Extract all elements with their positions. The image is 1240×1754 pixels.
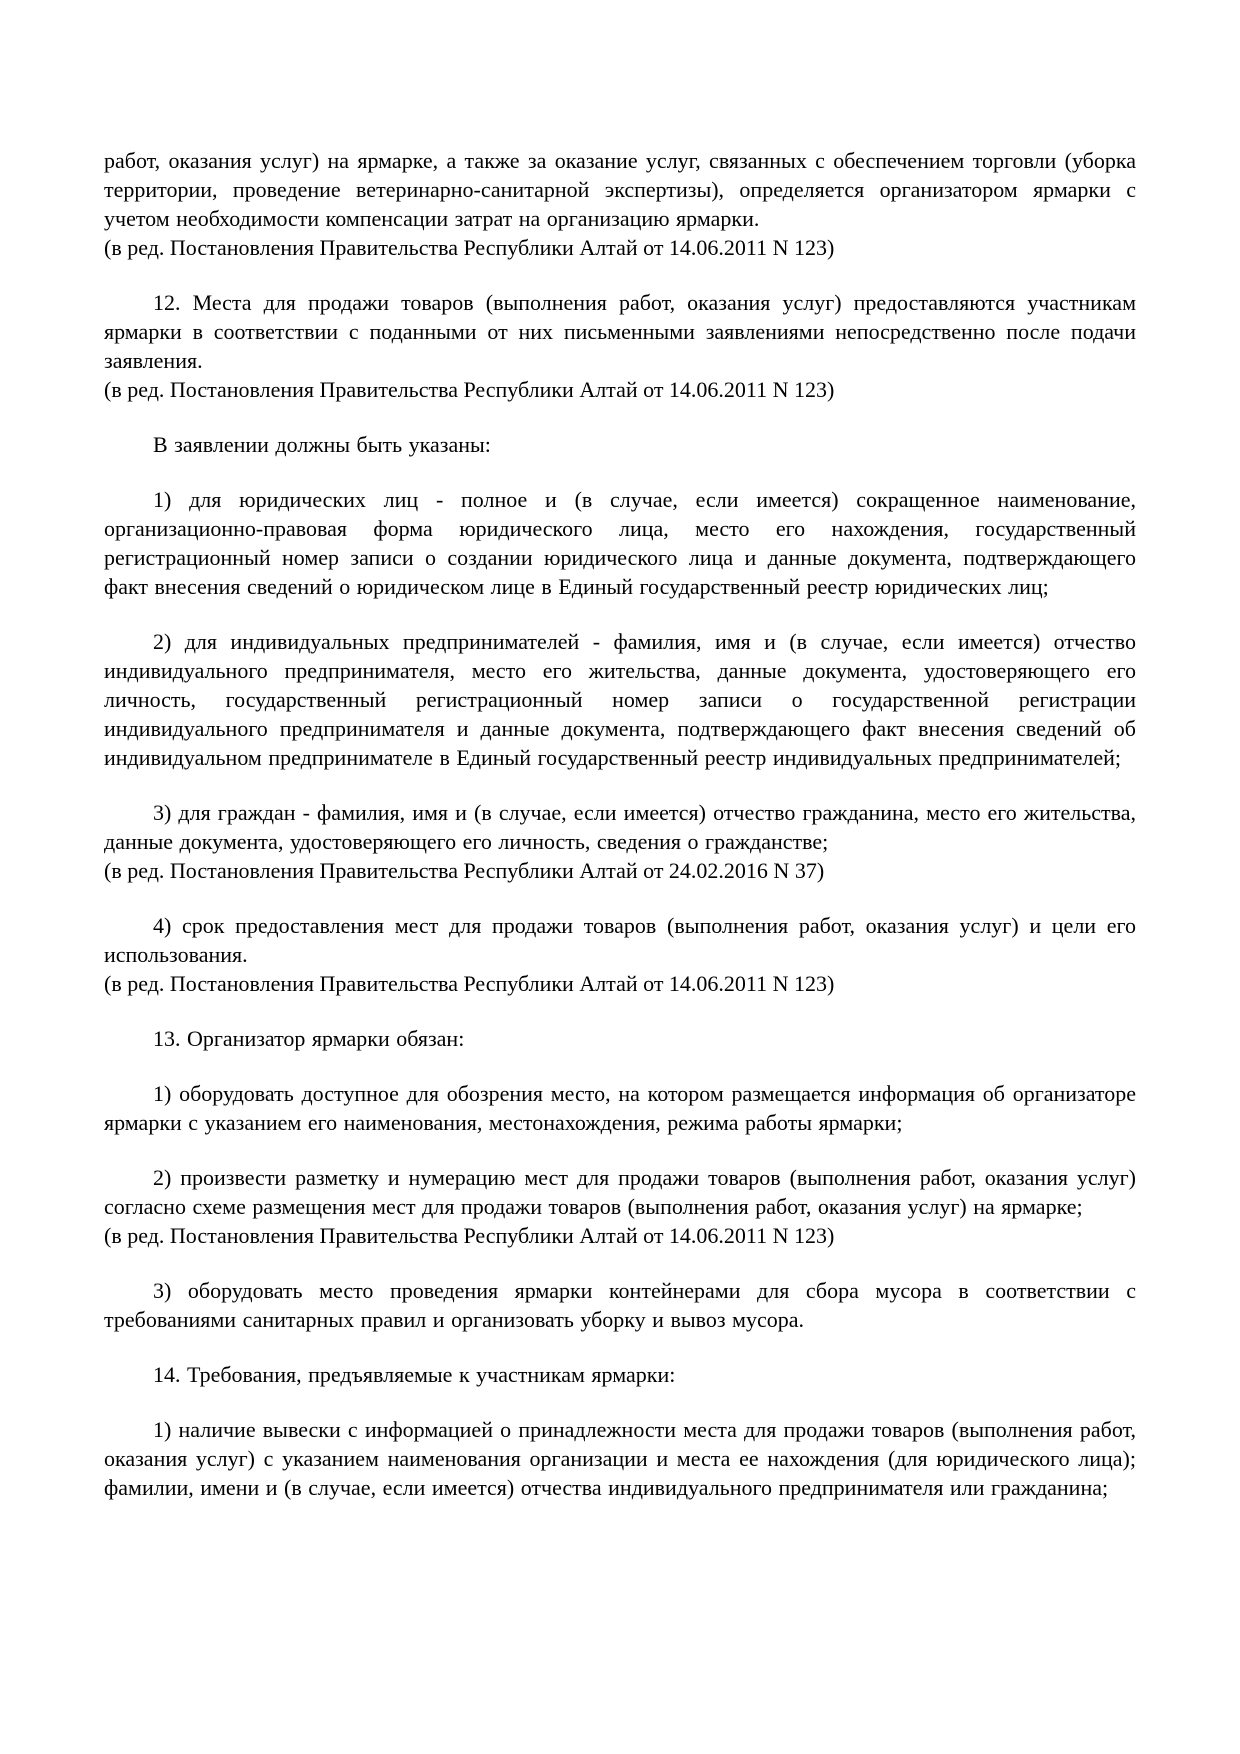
amendment-note: (в ред. Постановления Правительства Республики Алтай от 14.06.2011 N 123) [104,1223,835,1248]
paragraph-block-application-item-4 [104,911,1136,998]
paragraph-text: 2) для индивидуальных предпринимателей - фамилия, имя и (в случае, если имеется) отчество индивидуального предпринимателя, место его жительства, данные документа, удостоверяющего его личность, государственный регистрационный номер записи о государственной регистрации индивидуального предпринимателя и данные документа, подтверждающего факт внесения сведений об индивидуальном предпринимателе в Единый государственный реестр индивидуальных предпринимателей; [104,629,1136,770]
paragraph-block-organizer-item-1 [104,1079,1136,1137]
amendment-note: (в ред. Постановления Правительства Республики Алтай от 24.02.2016 N 37) [104,858,825,883]
amendment-note: (в ред. Постановления Правительства Республики Алтай от 14.06.2011 N 123) [104,235,835,260]
paragraph-block-application-item-3 [104,798,1136,885]
paragraph-text: 3) оборудовать место проведения ярмарки контейнерами для сбора мусора в соответствии с требованиями санитарных правил и организовать уборку и вывоз мусора. [104,1278,1136,1332]
paragraph-block-application-item-1 [104,485,1136,601]
amendment-note: (в ред. Постановления Правительства Республики Алтай от 14.06.2011 N 123) [104,971,835,996]
paragraph-text: 3) для граждан - фамилия, имя и (в случае, если имеется) отчество гражданина, место его жительства, данные документа, удостоверяющего его личность, сведения о гражданстве; [104,800,1136,854]
paragraph-text: 2) произвести разметку и нумерацию мест для продажи товаров (выполнения работ, оказания услуг) согласно схеме размещения мест для продажи товаров (выполнения работ, оказания услуг) на ярмарке; [104,1165,1136,1219]
paragraph-text: работ, оказания услуг) на ярмарке, а также за оказание услуг, связанных с обеспечением торговли (уборка территории, проведение ветеринарно-санитарной экспертизы), определяется организатором ярмарки с учетом необходимости компенсации затрат на организацию ярмарки. [104,148,1136,231]
paragraph-text: 12. Места для продажи товаров (выполнения работ, оказания услуг) предоставляются участникам ярмарки в соответствии с поданными от них письменными заявлениями непосредственно после подачи заявления. [104,290,1136,373]
paragraph-text: 4) срок предоставления мест для продажи товаров (выполнения работ, оказания услуг) и цели его использования. [104,913,1136,967]
paragraph-text: 14. Требования, предъявляемые к участникам ярмарки: [153,1362,676,1387]
paragraph-block-organizer-item-2 [104,1163,1136,1250]
paragraph-block-application-item-2 [104,627,1136,772]
paragraph-text: 1) наличие вывески с информацией о принадлежности места для продажи товаров (выполнения работ, оказания услуг) с указанием наименования организации и места ее нахождения (для юридического лица); фамилии, имени и (в случае, если имеется) отчества индивидуального предпринимателя или гражданина; [104,1417,1136,1500]
paragraph-block-requirements-item-1 [104,1415,1136,1502]
paragraph-block-organizer-item-3 [104,1276,1136,1334]
amendment-note: (в ред. Постановления Правительства Республики Алтай от 14.06.2011 N 123) [104,377,835,402]
paragraph-text: 1) для юридических лиц - полное и (в случае, если имеется) сокращенное наименование, организационно-правовая форма юридического лица, место его нахождения, государственный регистрационный номер записи о создании юридического лица и данные документа, подтверждающего факт внесения сведений о юридическом лице в Единый государственный реестр юридических лиц; [104,487,1136,599]
paragraph-block-application-intro [104,430,1136,459]
paragraph-text: 1) оборудовать доступное для обозрения место, на котором размещается информация об организаторе ярмарки с указанием его наименования, местонахождения, режима работы ярмарки; [104,1081,1136,1135]
paragraph-block-item-14 [104,1360,1136,1389]
paragraph-block-item-13 [104,1024,1136,1053]
paragraph-text: 13. Организатор ярмарки обязан: [153,1026,465,1051]
paragraph-block-continuation [104,146,1136,262]
paragraph-block-item-12 [104,288,1136,404]
paragraph-text: В заявлении должны быть указаны: [153,432,491,457]
